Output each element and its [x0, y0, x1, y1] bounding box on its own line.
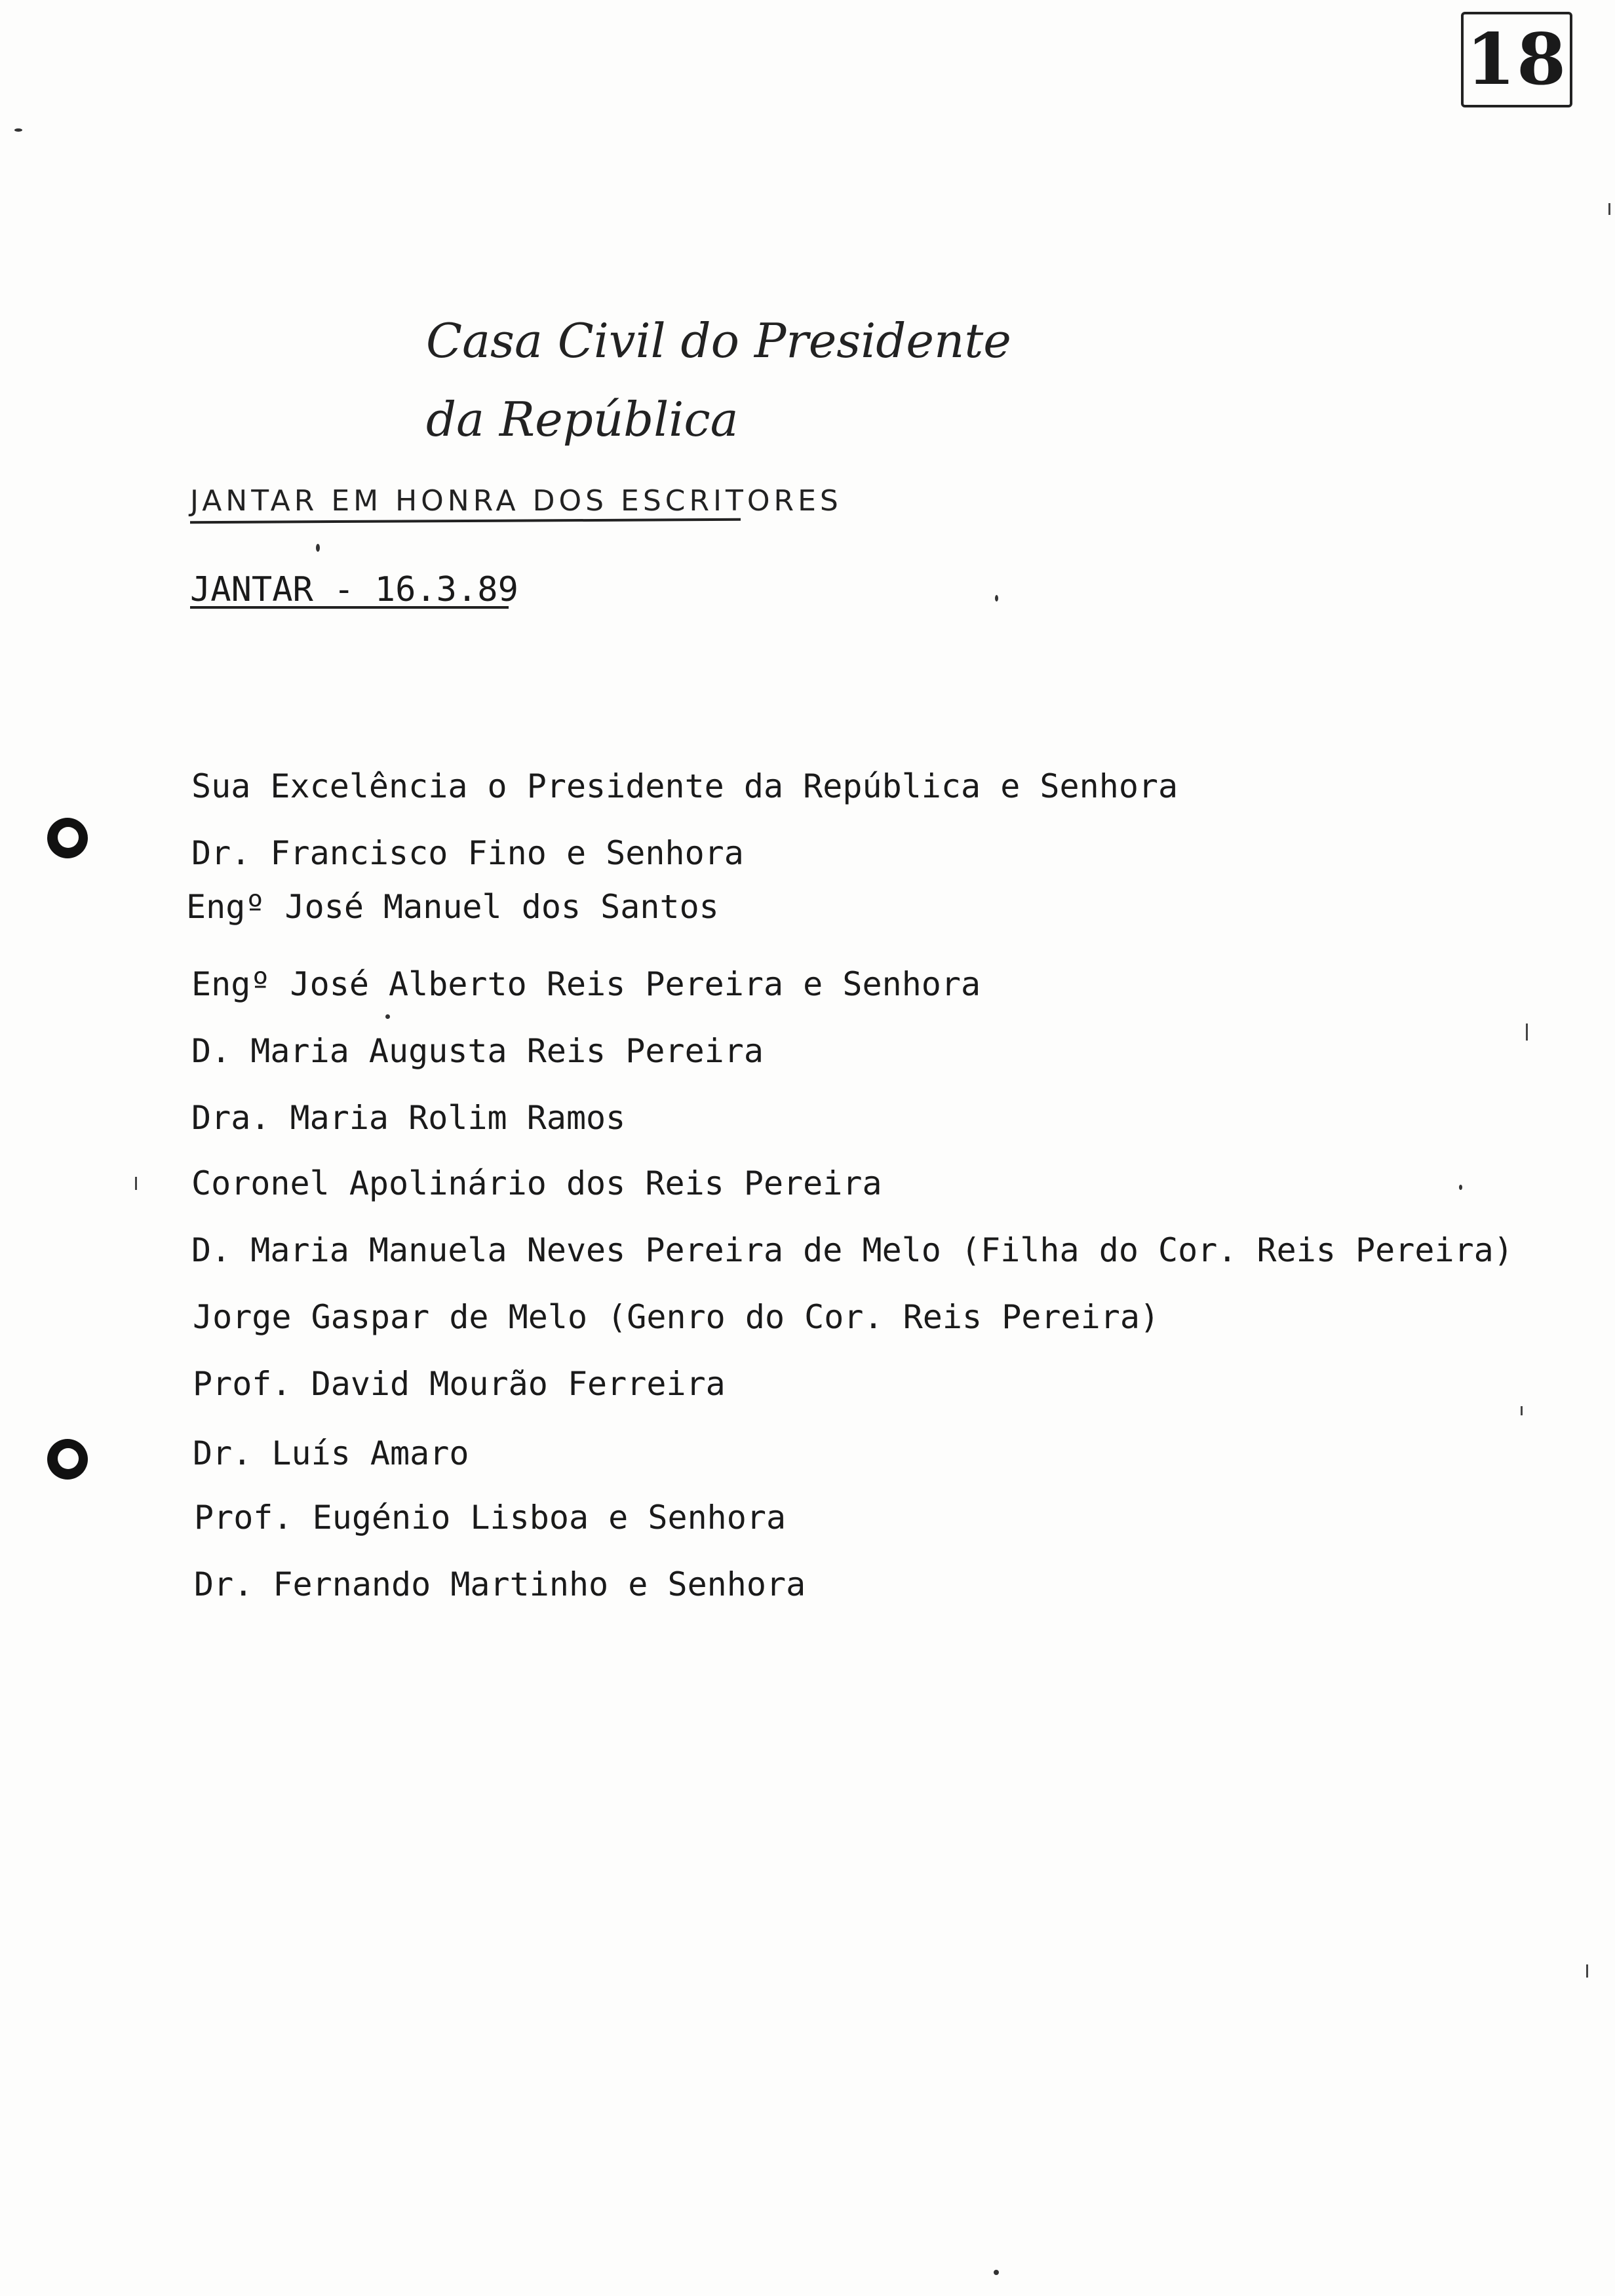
- guest-line: Engº José Alberto Reis Pereira e Senhora: [191, 965, 981, 1003]
- guest-line: Coronel Apolinário dos Reis Pereira: [191, 1164, 882, 1202]
- punch-hole-icon: [47, 818, 88, 858]
- scan-mark: [1526, 1024, 1528, 1041]
- guest-line: Dr. Luís Amaro: [193, 1434, 469, 1472]
- guest-line: D. Maria Manuela Neves Pereira de Melo (Filha do Cor. Reis Pereira): [191, 1231, 1513, 1269]
- scan-mark: [1586, 1964, 1588, 1978]
- page-number-box: 18: [1461, 12, 1572, 107]
- guest-line: Dr. Francisco Fino e Senhora: [191, 834, 744, 872]
- scan-speck: [1459, 1185, 1462, 1190]
- scan-speck: [14, 128, 22, 132]
- guest-line: Jorge Gaspar de Melo (Genro do Cor. Reis Pereira): [193, 1298, 1160, 1336]
- scan-speck: [995, 595, 998, 602]
- letterhead: Casa Civil do Presidente da República: [426, 313, 1011, 447]
- handwritten-title: JANTAR EM HONRA DOS ESCRITORES: [190, 484, 842, 518]
- scan-speck: [385, 1014, 390, 1019]
- dinner-heading-underline: [190, 606, 509, 609]
- scan-mark: [1521, 1406, 1523, 1415]
- guest-line: D. Maria Augusta Reis Pereira: [191, 1032, 764, 1070]
- punch-hole-icon: [47, 1439, 88, 1480]
- guest-line: Sua Excelência o Presidente da República e Senhora: [191, 767, 1178, 805]
- guest-line: Dr. Fernando Martinho e Senhora: [194, 1565, 806, 1603]
- scan-speck: [994, 2270, 999, 2275]
- scan-speck: [316, 544, 320, 552]
- guest-line: Engº José Manuel dos Santos: [186, 888, 719, 926]
- guest-line: Prof. David Mourão Ferreira: [193, 1365, 726, 1403]
- scan-mark: [135, 1177, 137, 1190]
- dinner-heading: JANTAR - 16.3.89: [190, 570, 518, 609]
- guest-line: Dra. Maria Rolim Ramos: [191, 1099, 626, 1137]
- guest-line: Prof. Eugénio Lisboa e Senhora: [194, 1499, 787, 1537]
- scan-mark: [1608, 203, 1610, 215]
